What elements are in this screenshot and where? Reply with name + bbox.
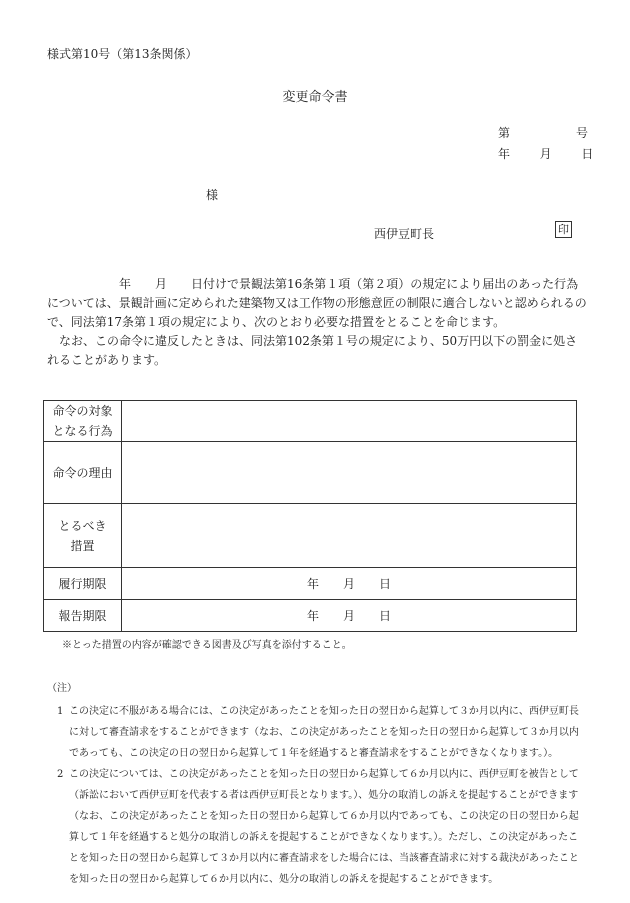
note-text: この決定については、この決定があったことを知った日の翌日から起算して６か月以内に、西伊豆町を被告として（訴訟において西伊豆町を代表する者は西伊豆町長となります。）、処分の取消しの訴えを提起することができます（なお、この決定があったことを知った日の翌日から起算して６か月以内であっても、この決定の日の翌日から起算して１年を経過すると処分の取消しの訴えを提起することができなくなります。）。ただし、この決定があったことを知った日の翌日から起算して３か月以内に審査請求をした場合には、当該審査請求に対する裁決があったことを知った日の翌日から起算して６か月以内に、処分の取消しの訴えを提起することができます。 [69,769,579,885]
issuer-name: 西伊豆町長 [374,227,435,241]
table-row [44,568,577,600]
table-row [44,401,577,442]
seal-mark: 印 [555,221,572,238]
notes-header: （注） [47,683,77,694]
table-row [44,442,577,504]
table-row [44,504,577,568]
document-number-line [498,124,588,141]
number-suffix: 号 [576,126,589,140]
order-paragraph-2: なお、この命令に違反したときは、同法第102条第１号の規定により、50万円以下の罰金に処されることがあります。 [47,334,578,367]
note-number: 1 [57,706,64,717]
row-value[interactable] [122,401,577,442]
note-item [47,764,587,890]
table-row [44,600,577,632]
order-body [47,275,587,370]
row-label: 命令の理由 [44,442,122,504]
date-year: 年 [498,147,511,161]
report-deadline-value[interactable]: 年 月 日 [122,600,577,632]
date-month: 月 [539,147,552,161]
notes-section [47,678,587,890]
note-item [47,701,587,764]
note-text: この決定に不服がある場合には、この決定があったことを知った日の翌日から起算して３か月以内に、西伊豆町長に対して審査請求をすることができます（なお、この決定があったことを知った日の翌日から起算して３か月以内であっても、この決定の日の翌日から起算して１年を経過すると審査請求をすることができなくなります。）。 [69,706,579,759]
row-value[interactable] [122,504,577,568]
form-number: 様式第10号（第13条関係） [47,47,198,61]
attachment-note: ※とった措置の内容が確認できる図書及び写真を添付すること。 [62,640,352,651]
performance-deadline-value[interactable]: 年 月 日 [122,568,577,600]
row-label: 報告期限 [44,600,122,632]
addressee-suffix: 様 [206,188,219,202]
document-title: 変更命令書 [282,90,348,105]
row-label: 命令の対象 となる行為 [44,401,122,442]
row-value[interactable] [122,442,577,504]
date-day: 日 [581,147,594,161]
note-number: 2 [57,769,64,780]
number-prefix: 第 [498,126,511,140]
row-label: 履行期限 [44,568,122,600]
order-paragraph-1: 年 月 日付けで景観法第16条第１項（第２項）の規定により届出のあった行為については、景観計画に定められた建築物又は工作物の形態意匠の制限に適合しないと認められるので、同法第17条第１項の規定により、次のとおり必要な措置をとることを命じます。 [47,277,587,329]
issue-date-line [498,145,593,162]
row-label: とるべき 措置 [44,504,122,568]
order-details-table [43,400,577,632]
